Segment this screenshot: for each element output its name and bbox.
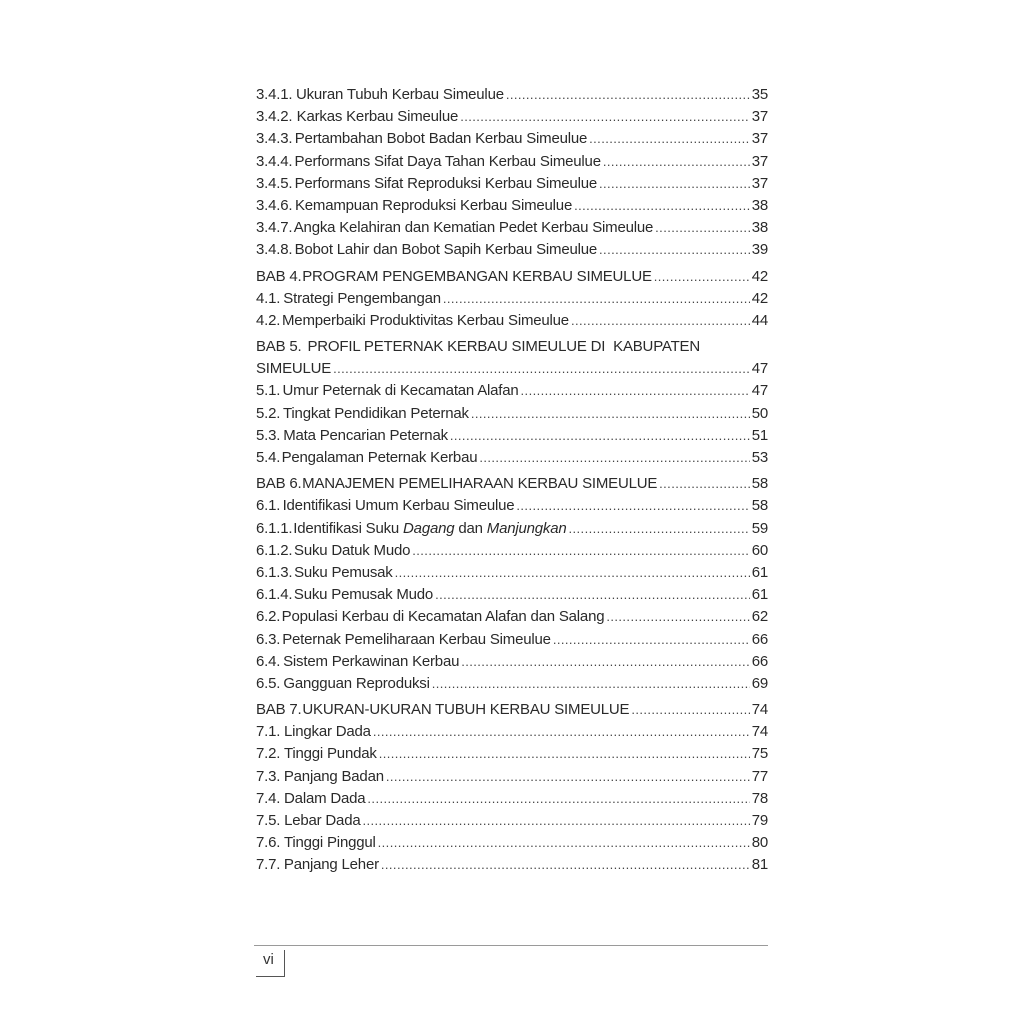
dot-leader: [479, 447, 749, 469]
toc-entry-title: UKURAN-UKURAN TUBUH KERBAU SIMEULUE: [302, 701, 630, 719]
toc-page-number: 81: [751, 856, 768, 874]
toc-entry-number: 7.2.: [256, 745, 281, 763]
toc-page-number: 53: [751, 449, 768, 466]
toc-entry-number: 6.5.: [256, 674, 281, 692]
toc-entry-title: Peternak Pemeliharaan Kerbau Simeulue: [282, 630, 551, 648]
toc-entry-number: BAB 5.: [256, 338, 302, 356]
dot-leader: [461, 651, 749, 673]
toc-entry-title: Lebar Dada: [284, 812, 361, 829]
toc-row[interactable]: [256, 584, 768, 606]
dot-leader: [521, 380, 750, 402]
toc-row[interactable]: [256, 743, 768, 765]
dot-leader: [516, 495, 749, 517]
toc-entry-number: 3.4.6.: [256, 196, 293, 214]
toc-page-number: 69: [751, 674, 768, 692]
toc-page-number: 37: [751, 174, 768, 192]
dot-leader: [460, 106, 750, 128]
toc-page-number: 42: [751, 267, 768, 285]
toc-page-number: 38: [751, 196, 768, 214]
toc-page-number: 78: [751, 789, 768, 807]
toc-row[interactable]: [256, 540, 768, 562]
toc-entry-title: Bobot Lahir dan Bobot Sapih Kerbau Simeulue: [294, 241, 598, 259]
toc-entry-number: 6.4.: [256, 652, 281, 670]
toc-row[interactable]: [256, 832, 768, 854]
toc-page-number: 75: [751, 745, 768, 763]
dot-leader: [599, 239, 750, 261]
toc-entry-title: Performans Sifat Daya Tahan Kerbau Simeulue: [294, 152, 601, 170]
dot-leader: [363, 810, 750, 832]
toc-row[interactable]: [256, 447, 768, 469]
toc-entry-number: 5.4.: [256, 449, 281, 466]
dot-leader: [333, 358, 750, 380]
toc-page-number: 37: [751, 130, 768, 148]
toc-entry-number: BAB 7.: [256, 701, 302, 719]
dot-leader: [631, 699, 749, 721]
toc-row[interactable]: [256, 425, 768, 447]
toc-entry-number: 7.4.: [256, 789, 281, 807]
toc-row[interactable]: [256, 562, 768, 584]
table-of-contents: [256, 84, 768, 877]
toc-row[interactable]: [256, 358, 768, 380]
toc-entry-number: 3.4.1.: [256, 86, 293, 103]
toc-entry-title: Panjang Leher: [283, 856, 379, 874]
toc-entry-title: Tinggi Pinggul: [283, 834, 376, 852]
toc-entry-title: Lingkar Dada: [283, 723, 371, 741]
toc-page-number: 38: [751, 219, 768, 237]
toc-chapter-row[interactable]: [256, 266, 768, 288]
toc-entry-number: 4.2.: [256, 311, 281, 329]
toc-row[interactable]: [256, 217, 768, 239]
toc-row[interactable]: [256, 151, 768, 173]
toc-entry-number: BAB 4.: [256, 267, 302, 285]
toc-entry-number: 7.3.: [256, 767, 281, 785]
dot-leader: [378, 832, 750, 854]
toc-entry-number: 6.1.1.: [256, 519, 293, 537]
toc-page-number: 74: [751, 701, 768, 719]
toc-row[interactable]: [256, 173, 768, 195]
toc-row[interactable]: [256, 854, 768, 876]
toc-page-number: 61: [751, 563, 768, 581]
toc-entry-number: 3.4.4.: [256, 152, 293, 170]
dot-leader: [574, 195, 750, 217]
toc-row[interactable]: [256, 673, 768, 695]
toc-page-number: 77: [751, 767, 768, 785]
toc-entry-title: Populasi Kerbau di Kecamatan Alafan dan Salang: [281, 608, 605, 626]
toc-entry-title: Kemampuan Reproduksi Kerbau Simeulue: [294, 196, 573, 214]
dot-leader: [599, 173, 750, 195]
dot-leader: [412, 540, 749, 562]
toc-entry-title: Tingkat Pendidikan Peternak: [283, 404, 469, 422]
toc-row[interactable]: [256, 788, 768, 810]
toc-entry-title: Memperbaiki Produktivitas Kerbau Simeulue: [282, 311, 569, 329]
toc-row[interactable]: [256, 810, 768, 832]
toc-row[interactable]: [256, 651, 768, 673]
toc-entry-number: 3.4.3.: [256, 130, 293, 148]
toc-row[interactable]: [256, 195, 768, 217]
toc-entry-number: 6.1.3.: [256, 563, 293, 581]
toc-page-number: 80: [751, 834, 768, 852]
dot-leader: [450, 425, 750, 447]
toc-row[interactable]: [256, 288, 768, 310]
toc-row[interactable]: [256, 84, 768, 106]
toc-title-part: Identifikasi Suku: [293, 519, 404, 537]
dot-leader: [589, 128, 750, 150]
toc-entry-title: Pengalaman Peternak Kerbau: [281, 449, 478, 466]
toc-entry-title: Karkas Kerbau Simeulue: [296, 108, 459, 126]
toc-entry-title: Gangguan Reproduksi: [283, 674, 430, 692]
toc-row[interactable]: [256, 518, 768, 540]
toc-page-number: 60: [751, 541, 768, 559]
toc-entry-number: 5.3.: [256, 426, 281, 444]
dot-leader: [373, 721, 750, 743]
toc-entry-number: 3.4.2.: [256, 108, 293, 126]
dot-leader: [395, 562, 750, 584]
toc-entry-title: PROFIL PETERNAK KERBAU SIMEULUE DI KABUPATEN: [307, 338, 700, 356]
dot-leader: [443, 288, 750, 310]
dot-leader: [569, 518, 750, 540]
dot-leader: [506, 84, 750, 106]
toc-entry-number: 5.2.: [256, 404, 281, 422]
dot-leader: [367, 788, 749, 810]
toc-entry-number: 6.1.4.: [256, 586, 293, 604]
toc-chapter-row[interactable]: [256, 336, 768, 358]
toc-entry-title: Ukuran Tubuh Kerbau Simeulue: [295, 86, 504, 103]
toc-entry-number: BAB 6.: [256, 475, 302, 493]
toc-row[interactable]: [256, 629, 768, 651]
toc-entry-number: 6.2.: [256, 608, 281, 626]
toc-page-number: 79: [751, 812, 768, 829]
dot-leader: [386, 766, 750, 788]
toc-entry-number: 5.1.: [256, 382, 281, 400]
toc-row[interactable]: [256, 128, 768, 150]
toc-title-italic: Dagang: [403, 519, 455, 537]
toc-row[interactable]: [256, 310, 768, 332]
toc-entry-title: Suku Pemusak Mudo: [293, 586, 434, 604]
toc-entry-number: 7.7.: [256, 856, 281, 874]
toc-entry-number: 7.5.: [256, 812, 281, 829]
toc-chapter-row[interactable]: [256, 699, 768, 721]
toc-entry-title: Suku Pemusak: [294, 563, 393, 581]
toc-page-number: 51: [751, 426, 768, 444]
toc-row[interactable]: [256, 721, 768, 743]
toc-page-number: 59: [751, 519, 768, 537]
toc-entry-title: Panjang Badan: [283, 767, 384, 785]
dot-leader: [606, 606, 749, 628]
toc-entry-number: 3.4.8.: [256, 241, 293, 259]
toc-page-number: 37: [751, 152, 768, 170]
toc-entry-number: 6.1.: [256, 497, 281, 515]
toc-chapter-row[interactable]: [256, 473, 768, 495]
toc-entry-number: 4.1.: [256, 289, 281, 307]
toc-page-number: 62: [751, 608, 768, 626]
toc-entry-title: Suku Datuk Mudo: [294, 541, 411, 559]
toc-page-number: 66: [751, 652, 768, 670]
toc-entry-title: Performans Sifat Reproduksi Kerbau Simeulue: [294, 174, 597, 192]
toc-row[interactable]: [256, 766, 768, 788]
toc-entry-title: Angka Kelahiran dan Kematian Pedet Kerbau Simeulue: [293, 219, 654, 237]
toc-entry-title: MANAJEMEN PEMELIHARAAN KERBAU SIMEULUE: [302, 475, 658, 493]
toc-row[interactable]: [256, 380, 768, 402]
toc-row[interactable]: [256, 495, 768, 517]
toc-entry-title: Dalam Dada: [284, 789, 366, 807]
toc-entry-number: 7.1.: [256, 723, 281, 741]
dot-leader: [381, 854, 750, 876]
toc-entry-number: 3.4.5.: [256, 174, 293, 192]
toc-row[interactable]: [256, 239, 768, 261]
toc-page-number: 44: [751, 311, 768, 329]
toc-row[interactable]: [256, 606, 768, 628]
toc-title-part: dan: [454, 519, 487, 537]
toc-entry-title: PROGRAM PENGEMBANGAN KERBAU SIMEULUE: [302, 267, 652, 285]
toc-row[interactable]: [256, 403, 768, 425]
dot-leader: [553, 629, 750, 651]
toc-entry-title: Strategi Pengembangan: [283, 289, 441, 307]
dot-leader: [603, 151, 750, 173]
toc-entry-number: 7.6.: [256, 834, 281, 852]
toc-entry-number: 3.4.7.: [256, 219, 293, 237]
dot-leader: [659, 473, 750, 495]
toc-entry-title: Identifikasi Umum Kerbau Simeulue: [282, 497, 515, 515]
toc-row[interactable]: [256, 106, 768, 128]
toc-page-number: 47: [751, 382, 768, 400]
toc-entry-number: 6.1.2.: [256, 541, 293, 559]
footer-rule: [254, 945, 768, 946]
toc-page-number: 66: [751, 630, 768, 648]
toc-page-number: 58: [751, 475, 768, 493]
toc-page-number: 39: [751, 241, 768, 259]
toc-page-number: 61: [751, 586, 768, 604]
dot-leader: [654, 266, 750, 288]
toc-entry-title: Mata Pencarian Peternak: [283, 426, 448, 444]
toc-entry-title: Pertambahan Bobot Badan Kerbau Simeulue: [294, 130, 588, 148]
toc-entry-number: 6.3.: [256, 630, 281, 648]
toc-entry-title: [293, 518, 566, 540]
dot-leader: [379, 743, 750, 765]
toc-title-italic: Manjungkan: [486, 519, 567, 537]
toc-entry-title: SIMEULUE: [256, 360, 332, 378]
toc-page-number: 42: [751, 289, 768, 307]
toc-entry-title: Tinggi Pundak: [283, 745, 377, 763]
toc-page-number: 58: [751, 497, 768, 515]
dot-leader: [655, 217, 750, 239]
dot-leader: [432, 673, 750, 695]
toc-entry-title: Sistem Perkawinan Kerbau: [283, 652, 460, 670]
dot-leader: [571, 310, 750, 332]
toc-page-number: 47: [751, 360, 768, 378]
toc-page-number: 37: [751, 108, 768, 126]
toc-page-number: 35: [751, 86, 768, 103]
toc-page-number: 50: [751, 404, 768, 422]
toc-entry-title: Umur Peternak di Kecamatan Alafan: [282, 382, 519, 400]
page-folio: vi: [263, 951, 274, 968]
toc-page-number: 74: [751, 723, 768, 741]
dot-leader: [471, 403, 750, 425]
dot-leader: [435, 584, 750, 606]
